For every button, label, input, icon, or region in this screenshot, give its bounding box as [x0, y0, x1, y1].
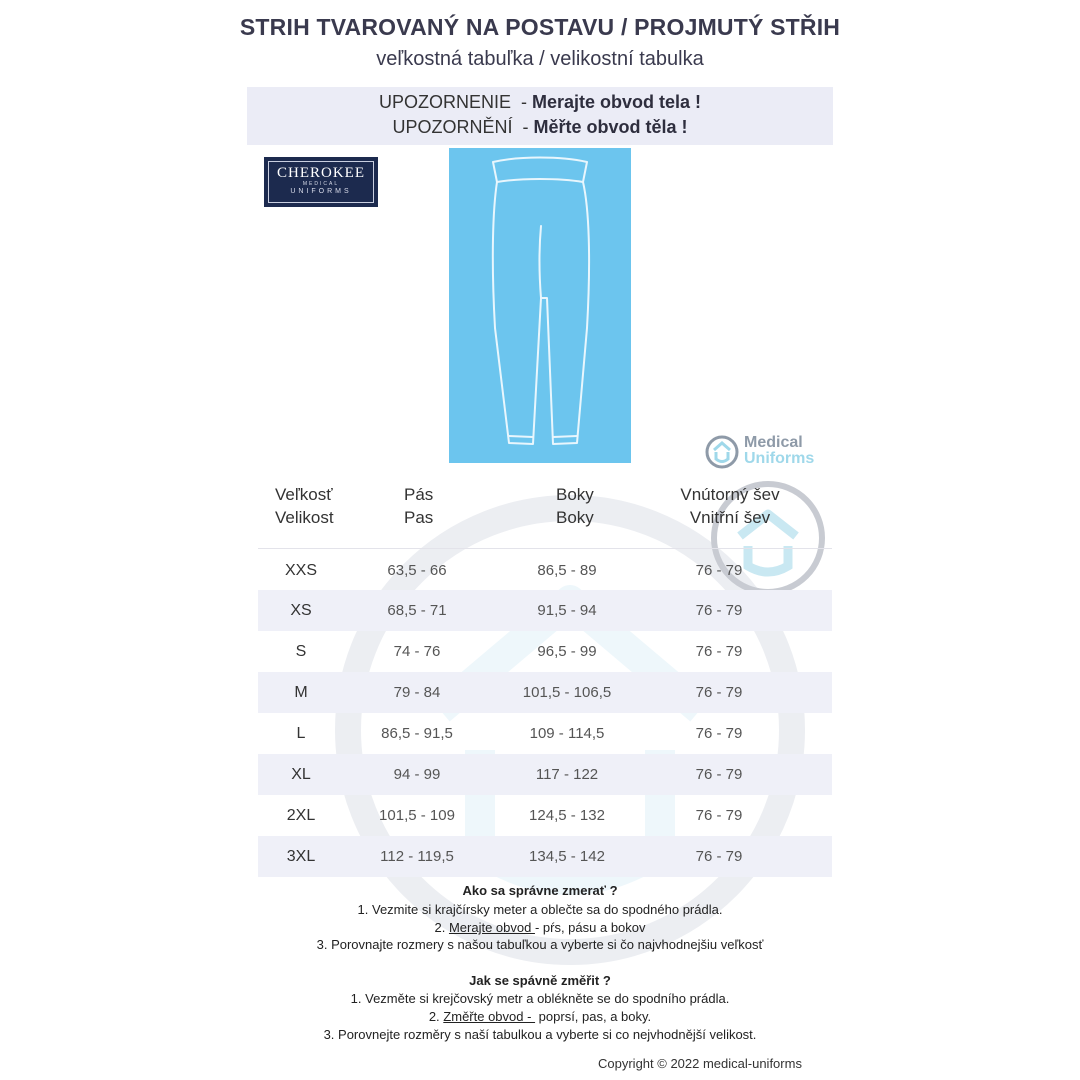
cherokee-logo	[264, 157, 378, 207]
header-pas-cz: Pas	[404, 508, 434, 527]
header-size-sk: Veľkosť	[275, 485, 333, 504]
header-boky-cz: Boky	[556, 508, 594, 527]
instructions-sk-step2-underlined: Merajte obvod	[448, 920, 535, 935]
table-row	[258, 590, 832, 631]
cell-size: XXS	[284, 562, 317, 579]
instructions-sk-step2	[0, 920, 1080, 935]
instructions-cz-step3: 3. Porovnejte rozměry s naší tabulkou a vyberte si co nejvhodnější velikost.	[323, 1027, 757, 1042]
cell-size: 3XL	[286, 848, 316, 865]
cell-inseam: 76 - 79	[695, 807, 743, 824]
header-pas	[404, 483, 433, 529]
cell-inseam: 76 - 79	[695, 684, 743, 701]
cell-size: 2XL	[286, 807, 316, 824]
instructions-cz-step2	[0, 1009, 1080, 1024]
instructions-cz-step1: 1. Vezměte si krejčovský metr a oblékněte se do spodního prádla.	[350, 991, 730, 1006]
cell-inseam: 76 - 79	[695, 602, 743, 619]
instructions-cz-heading: Jak se spávně změřit ?	[469, 973, 611, 988]
header-boky	[556, 483, 594, 529]
cell-size: S	[295, 643, 307, 660]
header-divider	[258, 548, 832, 549]
warning-cz-prefix: UPOZORNĚNÍ -	[392, 117, 534, 137]
cell-pas: 112 - 119,5	[380, 848, 454, 865]
cell-inseam: 76 - 79	[695, 848, 743, 865]
cell-boky: 124,5 - 132	[529, 807, 605, 824]
table-row	[258, 672, 832, 713]
cell-boky: 96,5 - 99	[537, 643, 597, 660]
page-subtitle: veľkostná tabuľka / velikostní tabulka	[376, 48, 704, 70]
cell-pas: 79 - 84	[393, 684, 441, 701]
table-row	[258, 550, 832, 591]
cell-boky: 134,5 - 142	[529, 848, 605, 865]
cell-pas: 94 - 99	[393, 766, 441, 783]
cell-boky: 117 - 122	[535, 766, 599, 783]
pants-outline-icon	[449, 148, 631, 463]
warning-sk-bold: Merajte obvod tela !	[531, 92, 702, 112]
header-inseam	[675, 483, 785, 529]
medical-uniforms-logo-icon	[704, 434, 740, 470]
cell-inseam: 76 - 79	[695, 643, 743, 660]
header-size	[275, 483, 334, 529]
table-row	[258, 713, 832, 754]
table-row	[258, 795, 832, 836]
instructions-sk-heading: Ako sa správne zmerať ?	[462, 883, 618, 898]
medical-uniforms-logo	[704, 432, 844, 472]
warning-cz	[247, 117, 833, 138]
cell-inseam: 76 - 79	[695, 766, 743, 783]
page-title: STRIH TVAROVANÝ NA POSTAVU / PROJMUTÝ STŘIH	[239, 14, 841, 40]
cell-size: XS	[290, 602, 312, 619]
cell-pas: 74 - 76	[393, 643, 441, 660]
cell-boky: 86,5 - 89	[537, 562, 597, 579]
table-row	[258, 754, 832, 795]
cell-pas: 86,5 - 91,5	[381, 725, 453, 742]
cell-inseam: 76 - 79	[695, 725, 743, 742]
cell-boky: 109 - 114,5	[529, 725, 605, 742]
warning-sk-prefix: UPOZORNENIE -	[378, 92, 532, 112]
header-boky-sk: Boky	[556, 485, 594, 504]
cherokee-logo-sub1: MEDICAL	[302, 181, 340, 187]
cell-pas: 63,5 - 66	[387, 562, 447, 579]
instructions-sk-step2-prefix: 2.	[434, 920, 449, 935]
medical-uniforms-logo-line2: Uniforms	[744, 450, 815, 467]
medical-uniforms-logo-line1: Medical	[744, 434, 803, 451]
cell-size: M	[294, 684, 308, 701]
cell-inseam: 76 - 79	[695, 562, 743, 579]
cherokee-logo-sub2: UNIFORMS	[290, 188, 352, 195]
instructions-cz-step2-underlined: Změřte obvod -	[443, 1009, 536, 1024]
header-inseam-sk: Vnútorný šev	[680, 485, 780, 504]
cell-size: L	[296, 725, 306, 742]
cell-boky: 91,5 - 94	[537, 602, 597, 619]
copyright: Copyright © 2022 medical-uniforms	[598, 1056, 802, 1071]
cell-pas: 101,5 - 109	[379, 807, 455, 824]
cell-boky: 101,5 - 106,5	[522, 684, 612, 701]
header-size-cz: Velikost	[275, 508, 334, 527]
instructions-sk-step3: 3. Porovnajte rozmery s našou tabuľkou a vyberte si čo najvhodnejšiu veľkosť	[316, 937, 764, 952]
header-pas-sk: Pás	[404, 485, 434, 504]
measurement-warning	[247, 87, 833, 145]
warning-cz-bold: Měřte obvod těla !	[533, 117, 688, 137]
pants-illustration	[449, 148, 631, 463]
table-row	[258, 631, 832, 672]
instructions-cz-step2-rest: poprsí, pas, a boky.	[535, 1009, 652, 1024]
instructions-sk-step2-rest: - pŕs, pásu a bokov	[534, 920, 646, 935]
header-inseam-cz: Vnitřní šev	[689, 508, 771, 527]
table-row	[258, 836, 832, 877]
instructions-sk-step1: 1. Vezmite si krajčírsky meter a oblečte sa do spodného prádla.	[357, 902, 723, 917]
instructions-cz-step2-prefix: 2.	[428, 1009, 444, 1024]
cell-size: XL	[291, 766, 311, 783]
cell-pas: 68,5 - 71	[387, 602, 447, 619]
warning-sk	[247, 92, 833, 113]
cherokee-logo-name: CHEROKEE	[277, 165, 365, 181]
